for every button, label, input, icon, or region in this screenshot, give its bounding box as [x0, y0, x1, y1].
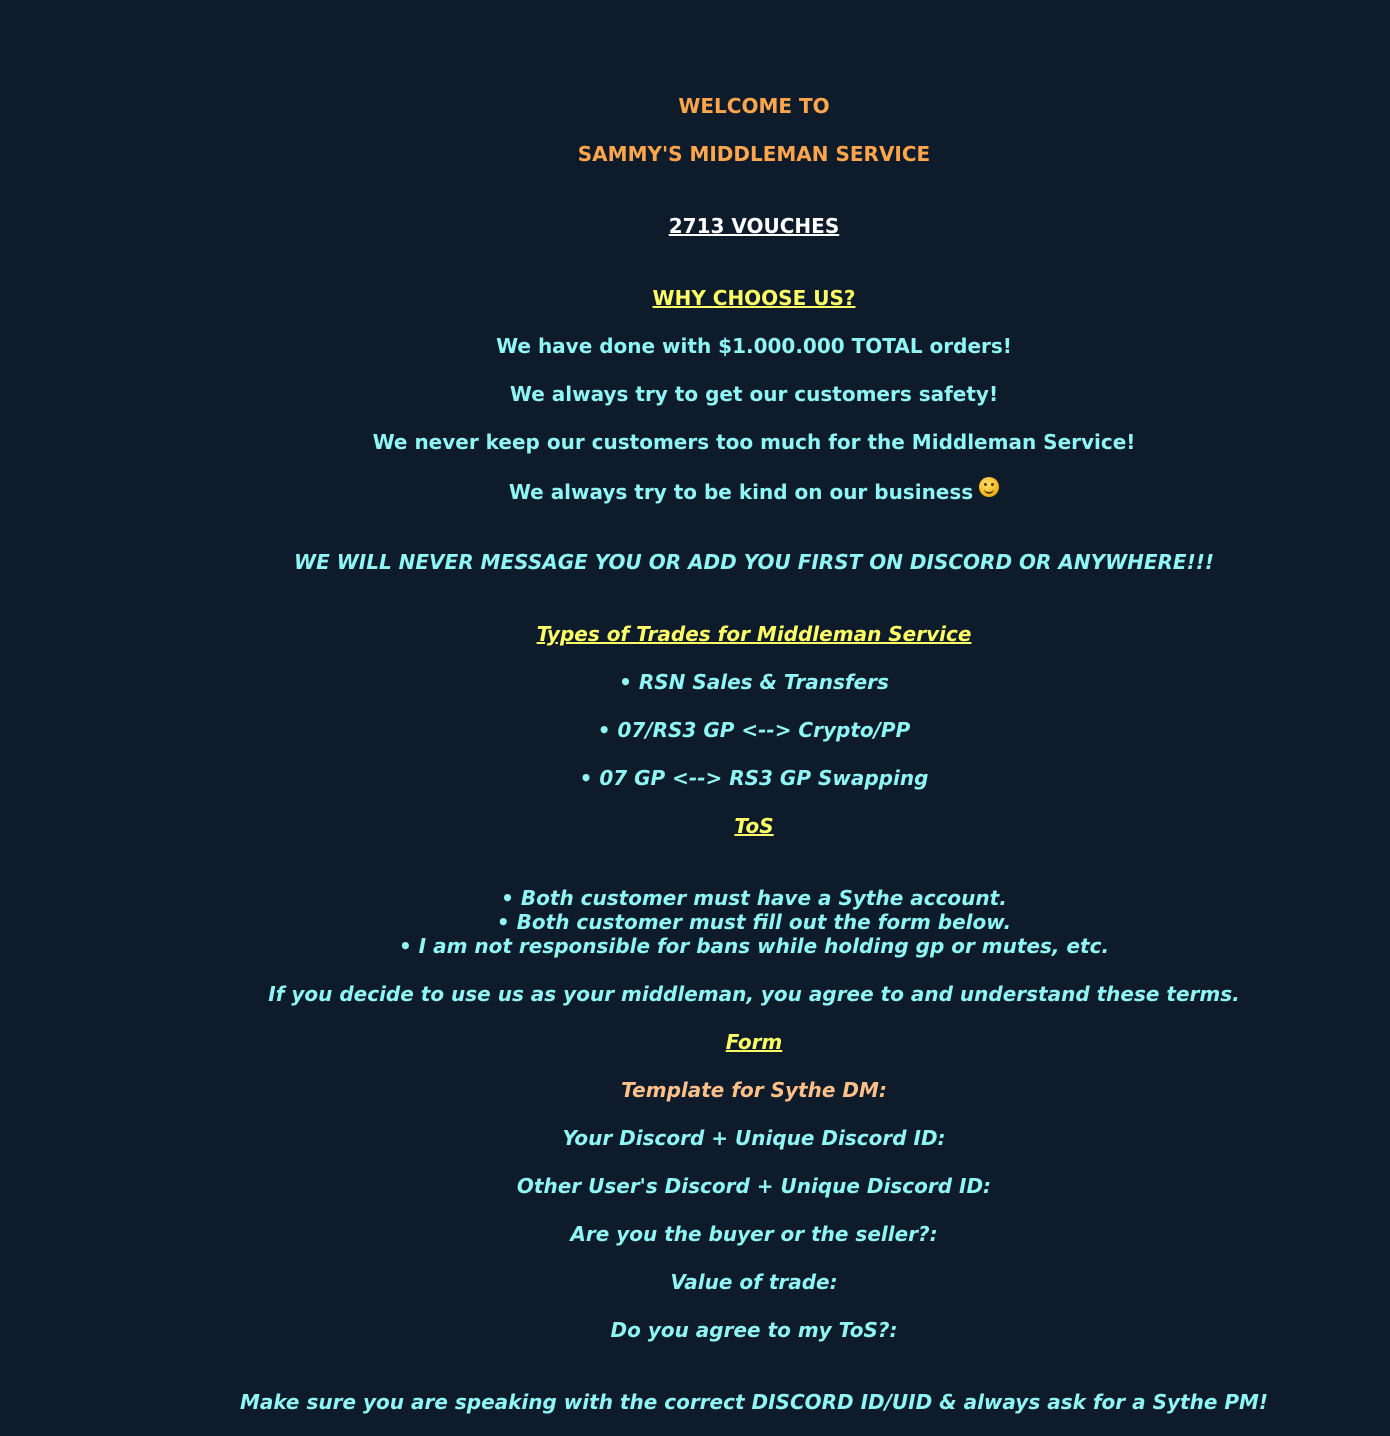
warning-notice: WE WILL NEVER MESSAGE YOU OR ADD YOU FIRST ON DISCORD OR ANYWHERE!!!	[294, 550, 1214, 574]
tos-item: • Both customer must fill out the form below.	[496, 910, 1012, 934]
tos-heading: ToS	[734, 814, 774, 838]
form-field-label: Are you the buyer or the seller?:	[570, 1222, 938, 1246]
trade-type-item: • 07 GP <--> RS3 GP Swapping	[579, 766, 929, 790]
why-point: We have done with $1.000.000 TOTAL orders!	[496, 334, 1012, 358]
why-point: We always try to be kind on our business	[508, 480, 974, 504]
why-point: We always try to get our customers safety!	[509, 382, 999, 406]
why-choose-heading: WHY CHOOSE US?	[652, 286, 856, 310]
trade-type-item: • 07/RS3 GP <--> Crypto/PP	[597, 718, 911, 742]
vouches-link[interactable]: 2713 VOUCHES	[668, 214, 840, 238]
tos-item: • Both customer must have a Sythe account.	[501, 886, 1007, 910]
closing-note: Make sure you are speaking with the correct DISCORD ID/UID & always ask for a Sythe PM!	[239, 1390, 1269, 1414]
agreement-text: If you decide to use us as your middleman, you agree to and understand these terms.	[268, 982, 1240, 1006]
smiley-face-icon	[979, 477, 999, 497]
why-point-with-smiley	[0, 477, 1390, 503]
why-point: We never keep our customers too much for the Middleman Service!	[372, 430, 1136, 454]
tos-item: • I am not responsible for bans while holding gp or mutes, etc.	[398, 934, 1110, 958]
form-heading: Form	[725, 1030, 783, 1054]
welcome-heading: WELCOME TO	[678, 94, 830, 118]
template-label: Template for Sythe DM:	[621, 1078, 887, 1102]
form-field-label: Value of trade:	[670, 1270, 838, 1294]
service-name-heading: SAMMY'S MIDDLEMAN SERVICE	[577, 142, 931, 166]
trade-types-heading: Types of Trades for Middleman Service	[536, 622, 972, 646]
form-field-label: Other User's Discord + Unique Discord ID:	[516, 1174, 992, 1198]
form-field-label: Your Discord + Unique Discord ID:	[562, 1126, 946, 1150]
form-field-label: Do you agree to my ToS?:	[610, 1318, 898, 1342]
trade-type-item: • RSN Sales & Transfers	[619, 670, 889, 694]
